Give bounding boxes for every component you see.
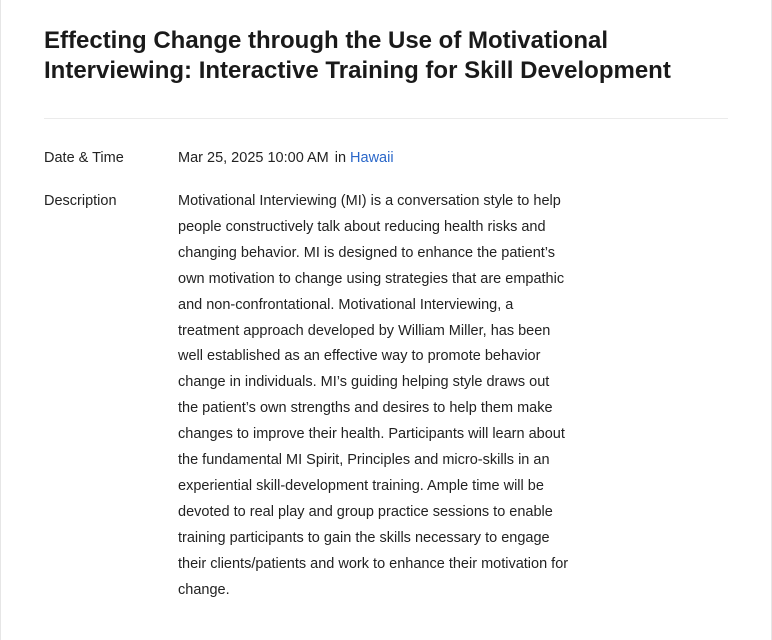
event-title: Effecting Change through the Use of Motivational Interviewing: Interactive Training for Skill Development: [44, 27, 671, 84]
timezone-link[interactable]: Hawaii: [350, 150, 394, 166]
datetime-text: Mar 25, 2025 10:00 AM: [178, 150, 329, 166]
description-label: Description: [44, 193, 117, 209]
datetime-label: Date & Time: [44, 150, 124, 166]
datetime-in-text: in: [334, 150, 347, 166]
title-divider: [44, 118, 728, 119]
datetime-value: [178, 150, 394, 166]
description-text: Motivational Interviewing (MI) is a conversation style to help people constructively talk about reducing health risks and changing behavior. MI is designed to enhance the patient’s own motivation to change using strategies that are empathic and non-confrontational. Motivational Interviewing, a treatment approach developed by William Miller, has been well established as an effective way to promote behavior change in individuals. MI’s guiding helping style draws out the patient’s own strengths and desires to help them make changes to improve their health. Participants will learn about the fundamental MI Spirit, Principles and micro-skills in an experiential skill-development training. Ample time will be devoted to real play and group practice sessions to enable training participants to gain the skills necessary to engage their clients/patients and work to enhance their motivation for change.: [178, 193, 569, 598]
